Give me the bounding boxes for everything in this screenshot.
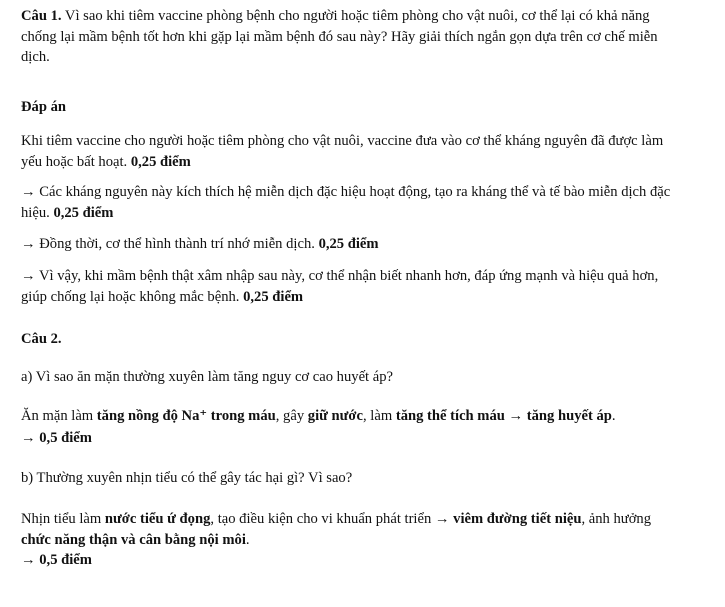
answer-1-text-3: → Đồng thời, cơ thể hình thành trí nhớ miễn dịch. (21, 236, 319, 252)
answer-2b-bold: viêm đường tiết niệu (453, 511, 582, 527)
answer-2b (21, 509, 681, 550)
answer-1-paragraph-4 (21, 266, 681, 307)
answer-2b-text: . (245, 531, 250, 548)
answer-2a-text: Ăn mặn làm (21, 408, 97, 424)
answer-1-paragraph-1 (21, 131, 681, 172)
answer-2a-bold: tăng nồng độ Na⁺ trong máu (96, 408, 276, 424)
answer-2a-text: , làm (362, 408, 396, 424)
answer-2a-text: , gây (275, 408, 308, 424)
answer-2b-text: , ảnh hưởng (581, 511, 652, 527)
answer-1-score-2: 0,25 điểm (53, 204, 114, 221)
answer-2b-bold: chức năng thận và cân bằng nội môi (21, 531, 246, 548)
answer-1-score-4: 0,25 điểm (243, 288, 304, 305)
answer-heading: Đáp án (21, 99, 67, 115)
answer-2a-score: → 0,5 điểm (21, 430, 92, 446)
answer-1-text-2: → Các kháng nguyên này kích thích hệ miễn dịch đặc hiệu hoạt động, tạo ra kháng thể và tế bào miễn dịch đặc hiệu. (21, 184, 671, 221)
answer-1-paragraph-2 (21, 182, 681, 223)
answer-2a-bold: giữ nước (307, 408, 363, 424)
answer-2b-score: → 0,5 điểm (21, 552, 92, 568)
answer-1-score-3: 0,25 điểm (318, 236, 379, 252)
answer-2b-text: , tạo điều kiện cho vi khuẩn phát triển → (210, 511, 454, 527)
answer-1-paragraph-3 (21, 234, 681, 255)
answer-2b-bold: nước tiểu ứ đọng (104, 511, 211, 527)
question-2a: a) Vì sao ăn mặn thường xuyên làm tăng nguy cơ cao huyết áp? (21, 369, 394, 385)
answer-2a-bold: tăng thể tích máu → tăng huyết áp (395, 408, 612, 424)
answer-2a-text: . (611, 408, 616, 424)
answer-1-text-1: Khi tiêm vaccine cho người hoặc tiêm phòng cho vật nuôi, vaccine đưa vào cơ thể kháng nguyên đã được làm yếu hoặc bất hoạt. (21, 133, 664, 170)
answer-2a (21, 406, 681, 427)
answer-2b-text: Nhịn tiểu làm (21, 511, 105, 527)
question-1-label: Câu 1. (21, 8, 62, 24)
question-1-text: Vì sao khi tiêm vaccine phòng bệnh cho người hoặc tiêm phòng cho vật nuôi, cơ thể lại có khả năng chống lại mầm bệnh tốt hơn khi gặp lại mầm bệnh đó sau này? Hãy giải thích ngắn gọn dựa trên cơ chế miễn dịch. (21, 8, 658, 66)
answer-1-score-1: 0,25 điểm (130, 153, 191, 170)
answer-1-text-4: → Vì vậy, khi mầm bệnh thật xâm nhập sau này, cơ thể nhận biết nhanh hơn, đáp ứng mạnh và hiệu quả hơn, giúp chống lại hoặc không mắc bệnh. (21, 268, 659, 305)
question-1 (21, 6, 681, 68)
question-2-label: Câu 2. (21, 331, 62, 347)
question-2b: b) Thường xuyên nhịn tiểu có thể gây tác hại gì? Vì sao? (21, 470, 353, 486)
